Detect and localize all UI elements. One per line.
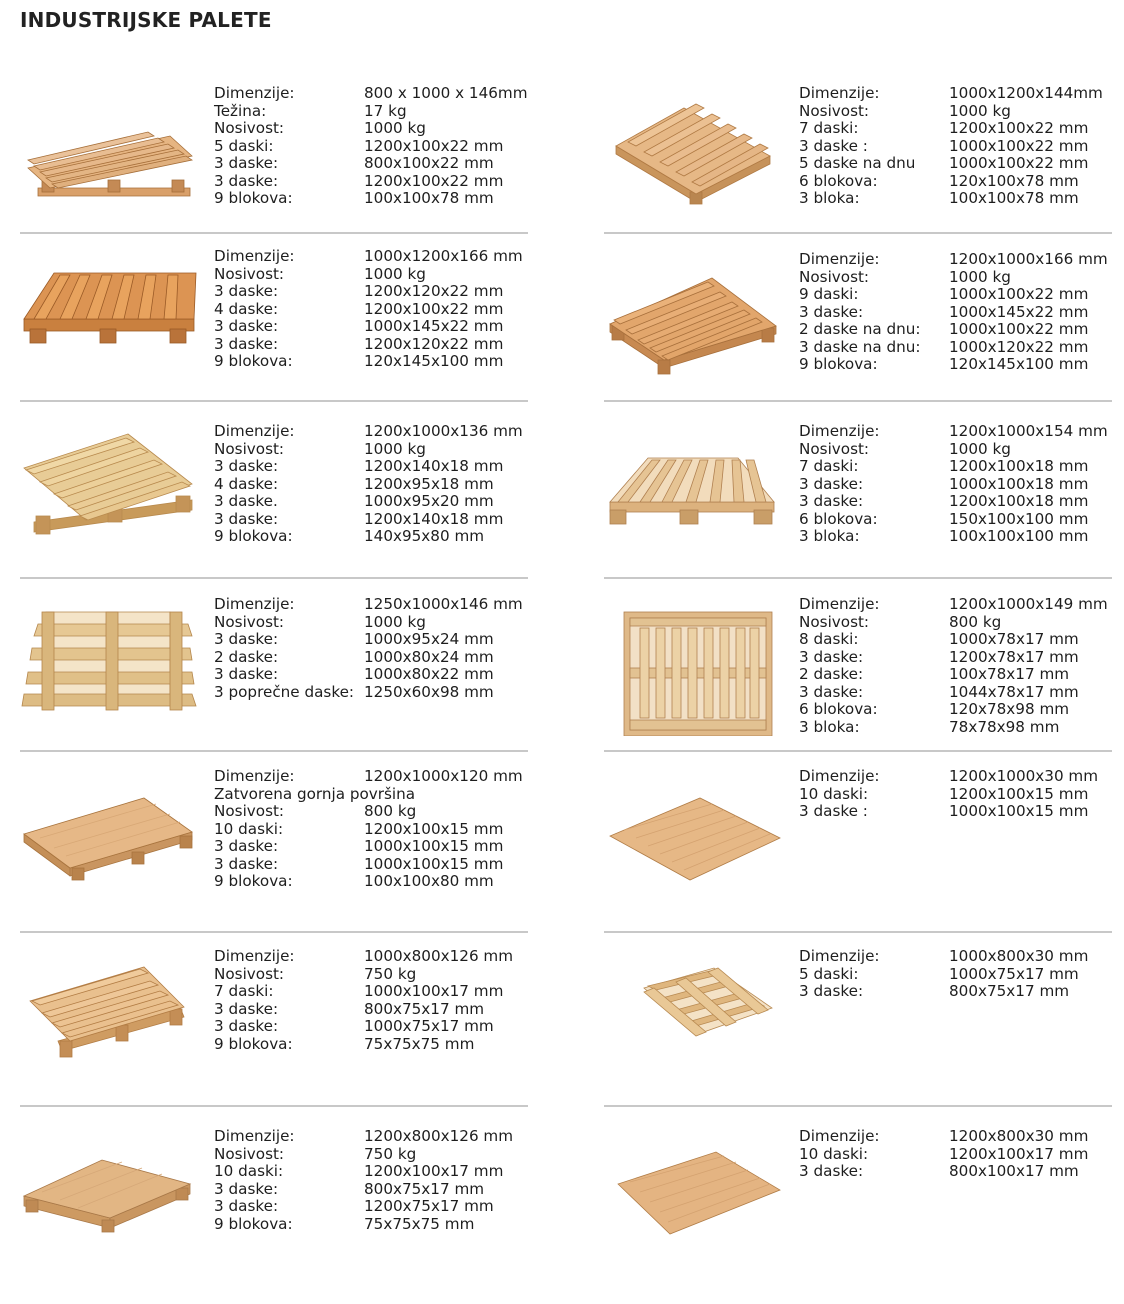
spec-row: 8 daski: 1000x78x17 mm bbox=[799, 630, 1079, 648]
divider bbox=[604, 1105, 1112, 1107]
spec-list bbox=[214, 948, 513, 1053]
spec-row: Težina: 17 kg bbox=[214, 101, 407, 120]
spec-row: 3 daske: 1000x100x15 mm bbox=[214, 837, 504, 855]
spec-row: 3 daske: 800x75x17 mm bbox=[214, 1179, 485, 1198]
spec-row: 2 daske na dnu: 1000x100x22 mm bbox=[799, 320, 1089, 338]
spec-row: 3 daske: 1000x95x24 mm bbox=[214, 630, 494, 648]
spec-row: 5 daski: 1200x100x22 mm bbox=[214, 136, 504, 155]
spec-row: 3 daske: 1200x100x18 mm bbox=[799, 492, 1089, 510]
page-title: INDUSTRIJSKE PALETE bbox=[20, 8, 272, 32]
spec-row: Nosivost: 1000 kg bbox=[214, 264, 426, 283]
spec-row: 3 daske: 800x75x17 mm bbox=[214, 999, 485, 1018]
pallet-image bbox=[20, 428, 200, 558]
spec-row: 10 daski: 1200x100x17 mm bbox=[214, 1162, 504, 1180]
spec-row: 3 daske: 1000x100x18 mm bbox=[799, 474, 1089, 493]
pallet-image bbox=[604, 606, 774, 736]
spec-row: 5 daski: 1000x75x17 mm bbox=[799, 964, 1079, 983]
spec-row: 9 blokova: 100x100x78 mm bbox=[214, 189, 494, 207]
pallet-image bbox=[604, 268, 784, 398]
spec-row: Dimenzije: 1200x1000x120 mm bbox=[214, 767, 523, 785]
pallet-image bbox=[604, 98, 784, 228]
divider bbox=[20, 577, 528, 579]
spec-row: 3 bloka: 78x78x98 mm bbox=[799, 717, 1060, 736]
spec-row: 7 daski: 1200x100x22 mm bbox=[799, 119, 1089, 137]
spec-row: 3 daske: 1200x75x17 mm bbox=[214, 1197, 494, 1215]
spec-row: Dimenzije: 1000x800x126 mm bbox=[214, 947, 514, 965]
spec-row: 3 daske : 1000x100x22 mm bbox=[799, 136, 1089, 155]
spec-list bbox=[214, 596, 523, 701]
spec-row: 3 daske: 1044x78x17 mm bbox=[799, 682, 1079, 701]
divider bbox=[20, 750, 528, 752]
spec-row: 3 poprečne daske: 1250x60x98 mm bbox=[214, 682, 494, 701]
spec-row: 3 daske: 1000x75x17 mm bbox=[214, 1017, 494, 1035]
spec-row: 3 daske: 1200x78x17 mm bbox=[799, 647, 1079, 666]
spec-row: Nosivost: 750 kg bbox=[214, 1144, 417, 1163]
spec-row: Dimenzije: 1200x1000x149 mm bbox=[799, 595, 1108, 613]
spec-row: 4 daske: 1200x95x18 mm bbox=[214, 474, 494, 493]
spec-row: Nosivost: 1000 kg bbox=[799, 101, 1011, 120]
spec-row: 3 daske: 1000x80x22 mm bbox=[214, 665, 494, 683]
spec-row: Dimenzije: 1200x1000x166 mm bbox=[799, 250, 1108, 268]
spec-row: 3 daske: 1200x120x22 mm bbox=[214, 282, 504, 300]
spec-list bbox=[214, 768, 523, 891]
spec-row: 3 bloka: 100x100x78 mm bbox=[799, 189, 1079, 207]
spec-list bbox=[799, 768, 1098, 821]
spec-row: 5 daske na dnu 1000x100x22 mm bbox=[799, 154, 1089, 172]
spec-row: Dimenzije: 1200x800x126 mm bbox=[214, 1127, 514, 1145]
spec-row: 6 blokova: 120x100x78 mm bbox=[799, 171, 1079, 190]
spec-list bbox=[214, 1128, 513, 1233]
spec-row: Nosivost: 800 kg bbox=[799, 612, 1002, 631]
spec-row: Dimenzije: 1000x1200x144mm bbox=[799, 84, 1103, 102]
pallet-image bbox=[604, 788, 784, 918]
spec-row: 9 blokova: 100x100x80 mm bbox=[214, 872, 494, 890]
left-column bbox=[20, 0, 530, 1304]
pallet-image bbox=[604, 964, 784, 1094]
spec-row: Dimenzije: 1200x1000x136 mm bbox=[214, 422, 523, 440]
spec-row: 3 daske: 800x100x17 mm bbox=[799, 1162, 1079, 1180]
spec-row: 9 blokova: 140x95x80 mm bbox=[214, 527, 485, 545]
spec-list bbox=[799, 423, 1108, 546]
spec-row: Nosivost: 1000 kg bbox=[799, 267, 1011, 286]
divider bbox=[20, 1105, 528, 1107]
spec-list bbox=[214, 85, 528, 208]
divider bbox=[604, 750, 1112, 752]
spec-list bbox=[799, 85, 1103, 208]
spec-row: 7 daski: 1000x100x17 mm bbox=[214, 982, 504, 1000]
spec-row: Dimenzije: 1200x800x30 mm bbox=[799, 1127, 1089, 1145]
pallet-image bbox=[20, 259, 200, 389]
spec-list bbox=[799, 1128, 1088, 1181]
spec-row: 3 daske: 1200x100x22 mm bbox=[214, 171, 504, 190]
divider bbox=[20, 400, 528, 402]
spec-row: 3 bloka: 100x100x100 mm bbox=[799, 527, 1089, 545]
divider bbox=[604, 931, 1112, 933]
spec-row: 3 daske: 1000x145x22 mm bbox=[214, 317, 504, 335]
pallet-image bbox=[604, 446, 784, 576]
right-column bbox=[604, 0, 1114, 1304]
spec-row: 6 blokova: 150x100x100 mm bbox=[799, 509, 1089, 528]
spec-row: Dimenzije: 1200x1000x30 mm bbox=[799, 767, 1099, 785]
spec-row: Nosivost: 1000 kg bbox=[214, 439, 426, 458]
spec-row: Dimenzije: 1000x1200x166 mm bbox=[214, 247, 523, 265]
spec-list bbox=[214, 423, 523, 546]
divider bbox=[20, 931, 528, 933]
spec-row: 3 daske. 1000x95x20 mm bbox=[214, 492, 494, 510]
spec-row: 7 daski: 1200x100x18 mm bbox=[799, 457, 1089, 475]
spec-row: 4 daske: 1200x100x22 mm bbox=[214, 299, 504, 318]
spec-row: 2 daske: 100x78x17 mm bbox=[799, 665, 1070, 683]
spec-row: Nosivost: 1000 kg bbox=[214, 119, 426, 137]
pallet-image bbox=[20, 1138, 200, 1268]
spec-row: Dimenzije: 800 x 1000 x 146mm bbox=[214, 84, 528, 102]
spec-row: 9 blokova: 120x145x100 mm bbox=[799, 355, 1089, 373]
spec-row: Dimenzije: 1200x1000x154 mm bbox=[799, 422, 1108, 440]
spec-row: 3 daske: 800x75x17 mm bbox=[799, 982, 1070, 1000]
pallet-image bbox=[604, 1144, 784, 1274]
pallet-image bbox=[20, 100, 200, 230]
spec-row: 9 blokova: 75x75x75 mm bbox=[214, 1214, 475, 1233]
pallet-image bbox=[20, 776, 200, 906]
spec-row: 9 blokova: 75x75x75 mm bbox=[214, 1034, 475, 1053]
divider bbox=[20, 232, 528, 234]
divider bbox=[604, 232, 1112, 234]
spec-row: 6 blokova: 120x78x98 mm bbox=[799, 700, 1070, 718]
spec-row: Zatvorena gornja površina bbox=[214, 784, 416, 803]
pallet-image bbox=[20, 606, 200, 736]
spec-row: 2 daske: 1000x80x24 mm bbox=[214, 647, 494, 666]
spec-row: 3 daske : 1000x100x15 mm bbox=[799, 802, 1089, 820]
spec-row: 10 daski: 1200x100x15 mm bbox=[799, 784, 1089, 803]
spec-row: Nosivost: 1000 kg bbox=[799, 439, 1011, 458]
divider bbox=[604, 400, 1112, 402]
spec-row: Dimenzije: 1000x800x30 mm bbox=[799, 947, 1089, 965]
spec-row: 3 daske: 1200x120x22 mm bbox=[214, 334, 504, 353]
spec-row: 3 daske: 1000x100x15 mm bbox=[214, 854, 504, 873]
spec-row: Dimenzije: 1250x1000x146 mm bbox=[214, 595, 523, 613]
spec-list bbox=[799, 948, 1088, 1001]
spec-row: 3 daske: 800x100x22 mm bbox=[214, 154, 494, 172]
divider bbox=[604, 577, 1112, 579]
spec-list bbox=[799, 596, 1108, 736]
spec-row: Nosivost: 1000 kg bbox=[214, 612, 426, 631]
spec-row: Nosivost: 750 kg bbox=[214, 964, 417, 983]
spec-row: 10 daski: 1200x100x17 mm bbox=[799, 1144, 1089, 1163]
spec-row: 3 daske: 1000x145x22 mm bbox=[799, 302, 1089, 321]
spec-row: 10 daski: 1200x100x15 mm bbox=[214, 819, 504, 838]
spec-row: 9 daski: 1000x100x22 mm bbox=[799, 285, 1089, 303]
spec-row: Nosivost: 800 kg bbox=[214, 802, 417, 820]
spec-list bbox=[214, 248, 523, 371]
spec-row: 3 daske na dnu: 1000x120x22 mm bbox=[799, 337, 1089, 356]
pallet-image bbox=[20, 961, 200, 1091]
spec-row: 9 blokova: 120x145x100 mm bbox=[214, 352, 504, 370]
spec-row: 3 daske: 1200x140x18 mm bbox=[214, 457, 504, 475]
spec-list bbox=[799, 251, 1108, 374]
spec-row: 3 daske: 1200x140x18 mm bbox=[214, 509, 504, 528]
